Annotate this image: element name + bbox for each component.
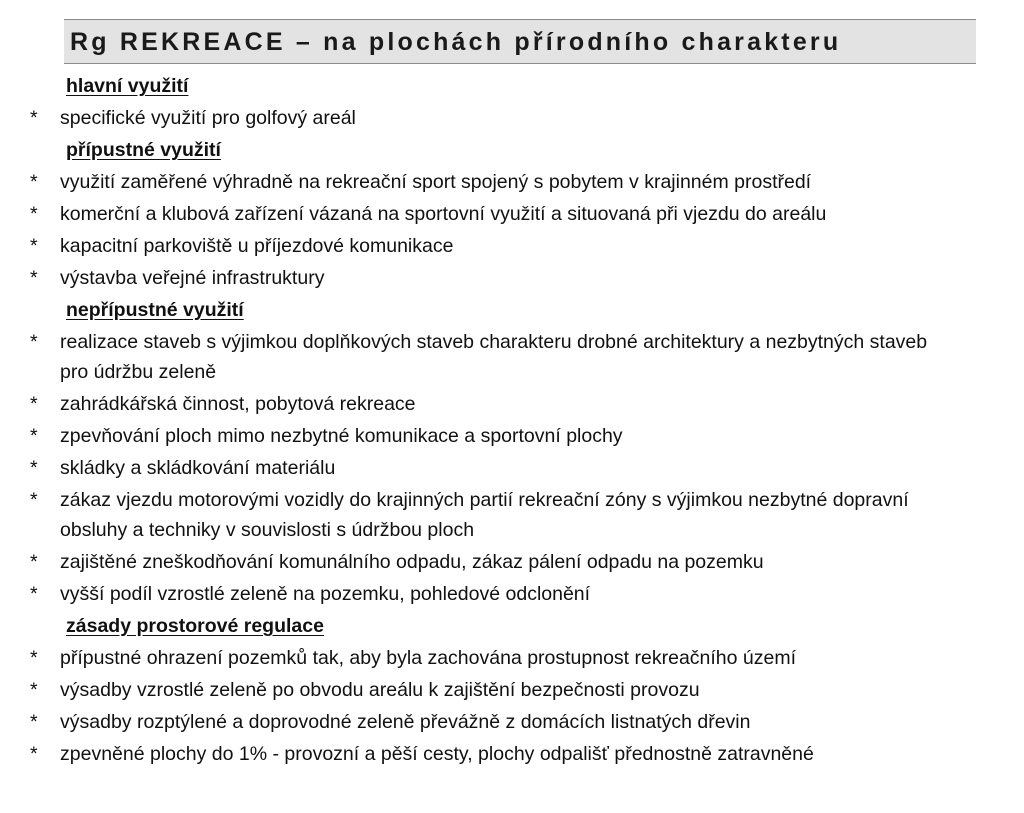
section-heading-spatial-regulation <box>0 610 1024 642</box>
section-heading: hlavní využití <box>66 75 189 97</box>
list-item <box>0 420 1024 452</box>
page-title: Rg REKREACE – na plochách přírodního charakteru <box>70 28 842 56</box>
section-heading-main-use <box>0 70 1024 102</box>
section-heading: zásady prostorové regulace <box>66 615 324 637</box>
bullet-marker: * <box>30 425 38 447</box>
list-item-text: výsadby rozptýlené a doprovodné zeleně převážně z domácích listnatých dřevin <box>60 711 751 733</box>
list-item-text: zpevňování ploch mimo nezbytné komunikace a sportovní plochy <box>60 425 623 447</box>
list-item <box>0 484 1024 546</box>
section-heading: nepřípustné využití <box>66 299 244 321</box>
bullet-marker: * <box>30 267 38 289</box>
section-heading-permitted-use <box>0 134 1024 166</box>
list-item <box>0 198 1024 230</box>
bullet-marker: * <box>30 583 38 605</box>
list-item-text: zpevněné plochy do 1% - provozní a pěší cesty, plochy odpališť přednostně zatravněné <box>60 743 814 765</box>
list-item <box>0 674 1024 706</box>
list-item <box>0 230 1024 262</box>
list-item <box>0 388 1024 420</box>
section-heading-prohibited-use <box>0 294 1024 326</box>
list-item-text: realizace staveb s výjimkou doplňkových staveb charakteru drobné architektury a nezbytných staveb pro údržbu zeleně <box>60 331 928 383</box>
bullet-marker: * <box>30 647 38 669</box>
list-item <box>0 642 1024 674</box>
bullet-marker: * <box>30 107 38 129</box>
bullet-marker: * <box>30 457 38 479</box>
list-item-text: kapacitní parkoviště u příjezdové komunikace <box>60 235 454 257</box>
list-item-text: zajištěné zneškodňování komunálního odpadu, zákaz pálení odpadu na pozemku <box>60 551 764 573</box>
list-item <box>0 578 1024 610</box>
bullet-marker: * <box>30 331 38 353</box>
list-item-text: skládky a skládkování materiálu <box>60 457 336 479</box>
bullet-marker: * <box>30 743 38 765</box>
list-item-text: zahrádkářská činnost, pobytová rekreace <box>60 393 416 415</box>
list-item <box>0 326 1024 388</box>
list-item-text: komerční a klubová zařízení vázaná na sportovní využití a situovaná při vjezdu do areálu <box>60 203 827 225</box>
list-item-text: zákaz vjezdu motorovými vozidly do krajinných partií rekreační zóny s výjimkou nezbytné dopravní obsluhy a techniky v souvislosti s údržbou ploch <box>60 489 909 541</box>
bullet-marker: * <box>30 551 38 573</box>
list-item <box>0 262 1024 294</box>
bullet-marker: * <box>30 235 38 257</box>
list-item-text: výsadby vzrostlé zeleně po obvodu areálu k zajištění bezpečnosti provozu <box>60 679 700 701</box>
list-item <box>0 452 1024 484</box>
bullet-marker: * <box>30 489 38 511</box>
bullet-marker: * <box>30 171 38 193</box>
bullet-marker: * <box>30 203 38 225</box>
list-item <box>0 102 1024 134</box>
list-item-text: výstavba veřejné infrastruktury <box>60 267 325 289</box>
document-body <box>0 70 1024 770</box>
list-item-text: využití zaměřené výhradně na rekreační sport spojený s pobytem v krajinném prostředí <box>60 171 812 193</box>
section-heading: přípustné využití <box>66 139 221 161</box>
bullet-marker: * <box>30 679 38 701</box>
list-item <box>0 546 1024 578</box>
list-item-text: přípustné ohrazení pozemků tak, aby byla zachována prostupnost rekreačního území <box>60 647 797 669</box>
title-bar <box>64 19 976 64</box>
list-item <box>0 706 1024 738</box>
list-item-text: specifické využití pro golfový areál <box>60 107 356 129</box>
bullet-marker: * <box>30 393 38 415</box>
list-item <box>0 166 1024 198</box>
bullet-marker: * <box>30 711 38 733</box>
list-item-text: vyšší podíl vzrostlé zeleně na pozemku, pohledové odclonění <box>60 583 591 605</box>
list-item <box>0 738 1024 770</box>
